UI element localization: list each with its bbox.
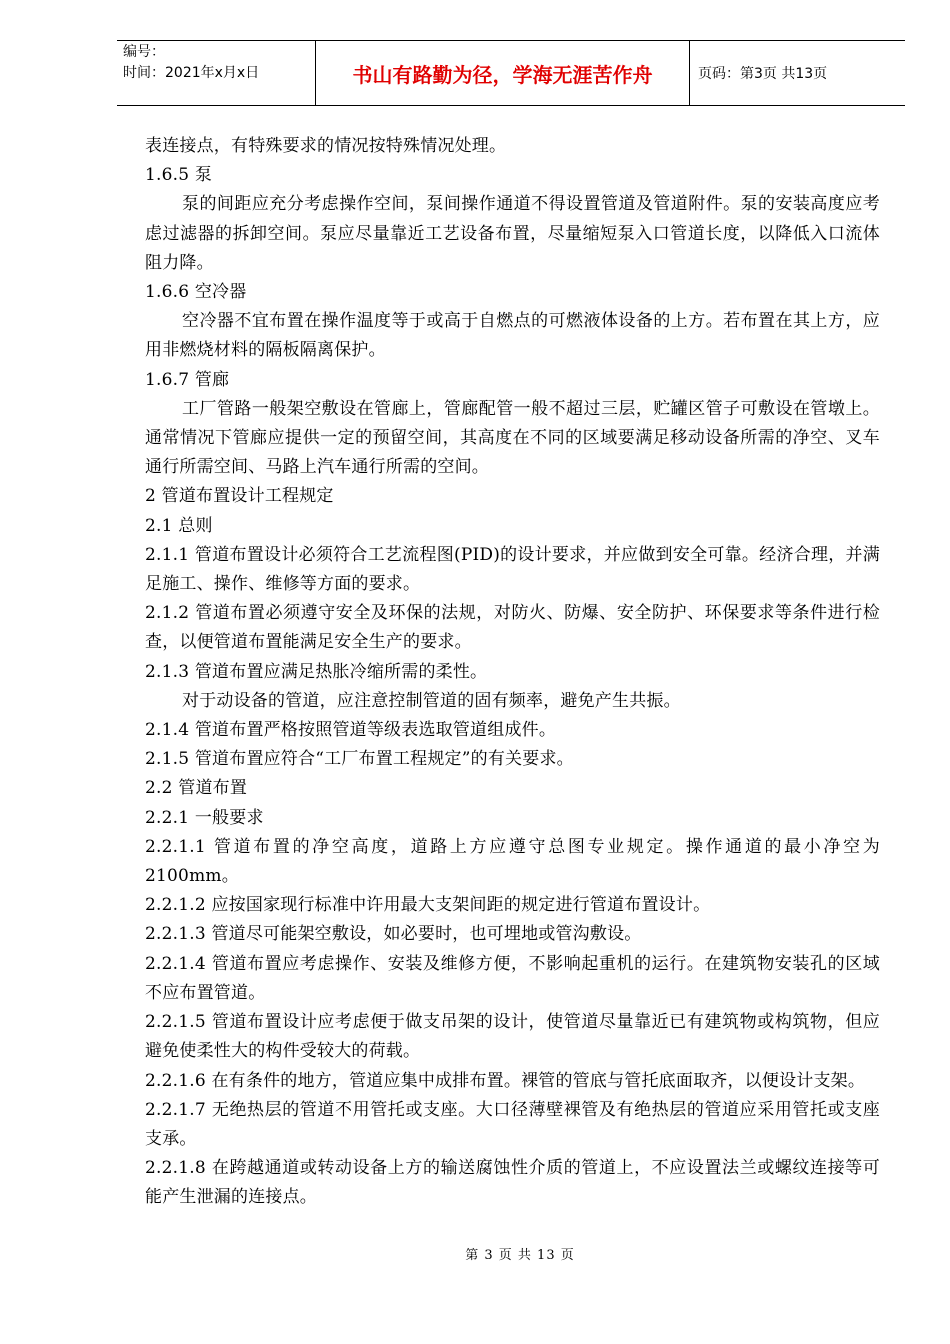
paragraph: 2.1.5 管道布置应符合“工厂布置工程规定”的有关要求。 <box>145 749 574 770</box>
paragraph: 2.2.1.7 无绝热层的管道不用管托或支座。大口径薄壁裸管及有绝热层的管道应采用管托或支座支承。 <box>145 1099 880 1149</box>
section-heading: 2.1 总则 <box>145 515 213 536</box>
document-body <box>145 132 880 1213</box>
section-heading: 1.6.6 空冷器 <box>145 282 247 303</box>
paragraph: 2.1.1 管道布置设计必须符合工艺流程图(PID)的设计要求，并应做到安全可靠。经济合理，并满足施工、操作、维修等方面的要求。 <box>145 544 880 595</box>
section-heading: 2.2.1 一般要求 <box>145 807 264 828</box>
paragraph: 2.2.1.2 应按国家现行标准中许用最大支架间距的规定进行管道布置设计。 <box>145 895 711 916</box>
paragraph: 2.2.1.5 管道布置设计应考虑便于做支吊架的设计，使管道尽量靠近已有建筑物或构筑物，但应避免使柔性大的构件受较大的荷载。 <box>145 1012 880 1062</box>
paragraph: 2.2.1.8 在跨越通道或转动设备上方的输送腐蚀性介质的管道上，不应设置法兰或螺纹连接等可能产生泄漏的连接点。 <box>145 1158 880 1208</box>
section-heading: 2.2 管道布置 <box>145 778 248 799</box>
paragraph: 2.1.3 管道布置应满足热胀冷缩所需的柔性。 <box>145 661 488 682</box>
section-heading: 2 管道布置设计工程规定 <box>145 486 334 507</box>
page-header <box>117 40 905 106</box>
paragraph: 表连接点，有特殊要求的情况按特殊情况处理。 <box>145 136 507 156</box>
section-heading: 1.6.5 泵 <box>145 165 213 186</box>
paragraph: 2.2.1.4 管道布置应考虑操作、安装及维修方便，不影响起重机的运行。在建筑物安装孔的区域不应布置管道。 <box>145 953 880 1003</box>
header-motto: 书山有路勤为径，学海无涯苦作舟 <box>316 41 690 105</box>
paragraph: 对于动设备的管道，应注意控制管道的固有频率，避免产生共振。 <box>182 690 681 711</box>
paragraph: 空冷器不宜布置在操作温度等于或高于自燃点的可燃液体设备的上方。若布置在其上方，应用非燃烧材料的隔板隔离保护。 <box>145 311 880 361</box>
number-label: 编号： <box>123 44 165 60</box>
paragraph: 2.2.1.6 在有条件的地方，管道应集中成排布置。裸管的管底与管托底面取齐，以便设计支架。 <box>145 1070 866 1091</box>
time-label: 时间：2021年x月x日 <box>123 65 260 81</box>
paragraph: 工厂管路一般架空敷设在管廊上，管廊配管一般不超过三层，贮罐区管子可敷设在管墩上。通常情况下管廊应提供一定的预留空间，其高度在不同的区域要满足移动设备所需的净空、叉车通行所需空间、马路上汽车通行所需的空间。 <box>145 398 880 478</box>
header-page-label: 页码：第3页 共13页 <box>698 66 828 82</box>
section-heading: 1.6.7 管廊 <box>145 369 230 390</box>
page-footer: 第 3 页 共 13 页 <box>465 1248 575 1263</box>
paragraph: 2.1.2 管道布置必须遵守安全及环保的法规，对防火、防爆、安全防护、环保要求等条件进行检查，以便管道布置能满足安全生产的要求。 <box>145 603 880 653</box>
paragraph: 2.2.1.1 管道布置的净空高度，道路上方应遵守总图专业规定。操作通道的最小净空为2100mm。 <box>145 836 880 887</box>
header-meta <box>117 41 316 105</box>
paragraph: 2.2.1.3 管道尽可能架空敷设，如必要时，也可埋地或管沟敷设。 <box>145 924 642 945</box>
paragraph: 泵的间距应充分考虑操作空间，泵间操作通道不得设置管道及管道附件。泵的安装高度应考虑过滤器的拆卸空间。泵应尽量靠近工艺设备布置，尽量缩短泵入口管道长度，以降低入口流体阻力降。 <box>145 194 880 273</box>
paragraph: 2.1.4 管道布置严格按照管道等级表选取管道组成件。 <box>145 720 557 741</box>
